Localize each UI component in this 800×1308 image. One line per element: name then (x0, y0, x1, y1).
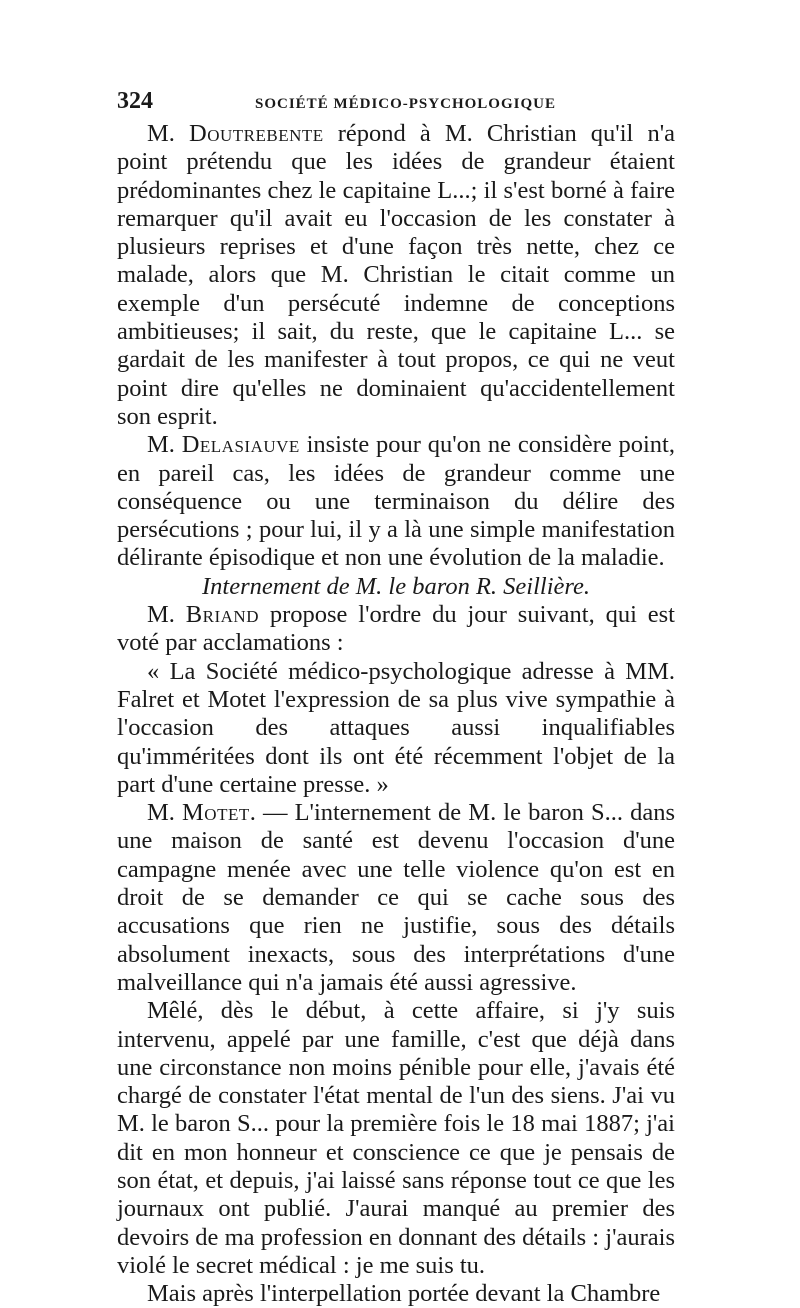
paragraph-briand (117, 601, 675, 658)
paragraph-text: . — L'internement de M. le baron S... dans une maison de santé est devenu l'occasion d'une campagne menée avec une telle violence qu'on est en droit de se demander ce qui se cache sous des accusations que rien ne justifie, sous des détails absolument inexacts, sous des interprétations d'une malveillance qui n'a jamais été aussi agressive. (117, 799, 675, 996)
paragraph-motet (117, 799, 675, 997)
paragraph-mais: Mais après l'interpellation portée devant la Chambre (147, 1280, 661, 1308)
speaker-name: Delasiauve (181, 431, 300, 459)
speaker-name: Motet (182, 799, 250, 827)
page-number: 324 (117, 88, 153, 114)
speaker-name: Doutrebente (189, 120, 324, 147)
paragraph-resolution-quote: « La Société médico-psychologique adresse à MM. Falret et Motet l'expression de sa plus vive sympathie à l'occasion des attaques aussi inqualifiables qu'imméritées dont ils ont été récemment l'objet de la part d'une certaine presse. » (117, 657, 675, 798)
paragraph-text: insiste pour qu'on ne considère point, en pareil cas, les idées de grandeur comme une conséquence ou une terminaison du délire des persécutions ; pour lui, il y a là une simple manifestation délirante épisodique et non une évolution de la maladie. (117, 431, 675, 572)
paragraph-mele: Mêlé, dès le début, à cette affaire, si j'y suis intervenu, appelé par une famille, c'est que déjà dans une circonstance non moins pénible pour elle, j'avais été chargé de constater l'état mental de l'un des siens. J'ai vu M. le baron S... pour la première fois le 18 mai 1887; j'ai dit en mon honneur et conscience ce que je pensais de son état, et depuis, j'ai laissé sans réponse tout ce que les journaux ont publié. J'aurai manqué au premier des devoirs de ma profession en donnant des détails : j'aurais violé le secret médical : je me suis tu. (117, 997, 675, 1279)
speaker-name: Briand (185, 601, 259, 629)
section-subheading: Internement de M. le baron R. Seillière. (201, 572, 591, 600)
speaker-prefix: M. (147, 120, 190, 147)
page-body (117, 120, 675, 1308)
paragraph-text: propose l'ordre du jour suivant, qui est voté par acclamations : (117, 601, 675, 657)
running-title: SOCIÉTÉ MÉDICO-PSYCHOLOGIQUE (255, 96, 556, 112)
speaker-prefix: M. (147, 601, 186, 629)
paragraph-doutrebente (117, 120, 675, 431)
speaker-prefix: M. (147, 799, 183, 827)
page-header (117, 88, 675, 120)
speaker-prefix: M. (147, 431, 182, 459)
paragraph-delasiauve (117, 431, 675, 572)
paragraph-text: répond à M. Christian qu'il n'a point prétendu que les idées de grandeur étaient prédominantes chez le capitaine L...; il s'est borné à faire remarquer qu'il avait eu l'occasion de les constater à plusieurs reprises et d'une façon très nette, chez ce malade, alors que M. Christian le citait comme un exemple d'un persécuté indemne de conceptions ambitieuses; il sait, du reste, que le capitaine L... se gardait de les manifester à tout propos, ce qui ne veut point dire qu'elles ne dominaient qu'accidentellement son esprit. (117, 120, 675, 430)
